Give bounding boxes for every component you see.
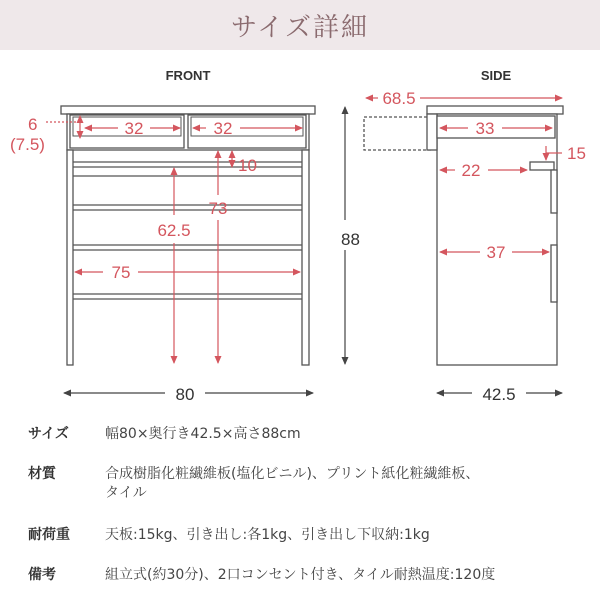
side-upper-panel [551,170,557,213]
dim-label-62-5: 62.5 [157,221,191,240]
side-drawer-extended [364,117,431,150]
side-lower-panel [551,245,557,302]
front-top-board [61,106,315,114]
spec-value: タイル [105,485,147,501]
dim-label-75: 75 [111,263,131,282]
size-diagram [0,50,600,415]
front-drawer-right [188,115,306,148]
dim-label-33: 33 [475,119,495,138]
dim-label-15: 15 [567,144,586,163]
dim-label-6: 6 [28,115,38,134]
spec-table [0,415,600,600]
spec-label: サイズ [28,426,69,442]
dim-label-22: 22 [461,161,481,180]
dim-label-32-right: 32 [213,119,233,138]
front-left-leg [67,150,73,365]
spec-value: 組立式(約30分)、2口コンセント付き、タイル耐熱温度:120度 [105,567,496,583]
spec-label: 耐荷重 [28,527,70,543]
side-drawer-box [437,116,555,138]
spec-value: 幅80×奥行き42.5×高さ88cm [105,426,301,442]
title-bar [0,0,600,50]
side-body [437,114,557,365]
dim-label-73: 73 [208,199,228,218]
side-view-label: SIDE [480,68,512,83]
dim-label-32-left: 32 [124,119,144,138]
spec-value: 天板:15kg、引き出し:各1kg、引き出し下収納:1kg [105,527,430,543]
spec-label: 備考 [28,567,56,583]
side-drawer-front [427,114,437,150]
dim-label-7-5: (7.5) [10,135,45,154]
front-right-leg [302,150,309,365]
dim-label-37: 37 [486,243,506,262]
spec-value: 合成樹脂化粧繊維板(塩化ビニル)、プリント紙化粧繊維板、 [105,466,480,482]
spec-label: 材質 [28,466,56,482]
page-title: サイズ詳細 [231,12,369,43]
front-view-label: FRONT [165,68,211,83]
dim-label-42-5: 42.5 [482,385,516,404]
dim-label-80: 80 [175,385,195,404]
side-outlet-box [530,162,554,170]
dim-label-10: 10 [238,156,257,175]
side-top-board [427,106,563,114]
side-view [364,106,563,365]
dim-label-68-5: 68.5 [382,89,416,108]
dim-label-88: 88 [341,230,360,249]
